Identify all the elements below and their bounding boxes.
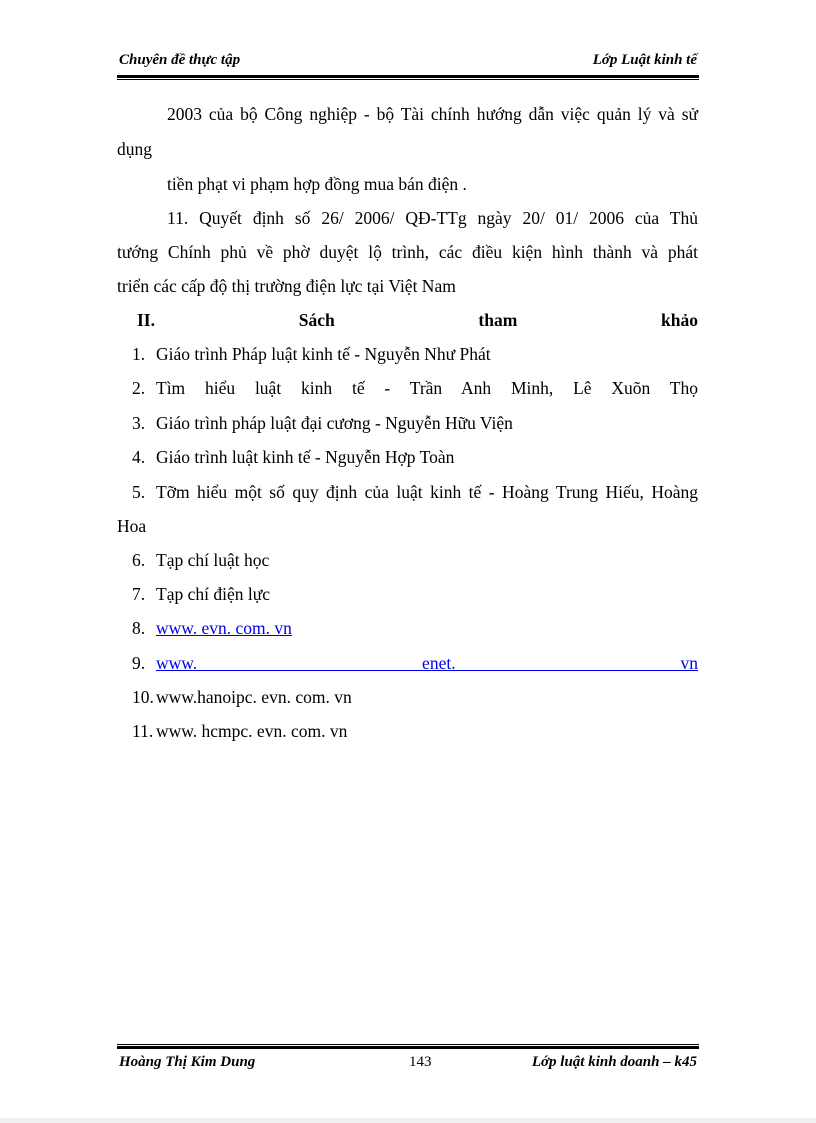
header-left-title: Chuyên đề thực tập [119,52,241,68]
reference-number: 9. [132,653,146,673]
reference-text: Tạp chí luật học [156,550,270,570]
header-rule-thick [117,75,699,78]
footer-rule-thick [117,1046,699,1049]
reference-number: 1. [132,344,146,364]
reference-text: Tạp chí điện lực [156,584,270,604]
page-header [117,52,699,76]
reference-number: 11. [132,721,154,741]
header-rule-thin [117,79,699,80]
reference-number: 5. [132,482,146,502]
reference-item [132,716,698,746]
page-footer [117,1054,699,1078]
reference-item [132,442,698,472]
reference-number: 7. [132,584,146,604]
paragraph-line: 11. Quyết định số 26/ 2006/ QĐ-TTg ngày 20/ 01/ 2006 của Thủ [167,208,698,228]
reference-text: Tỡm hiểu một số quy định của luật kinh tế - Hoàng Trung Hiếu, Hoàng [156,482,698,502]
section-title: II. Sách tham khảo [137,310,698,330]
reference-continuation: Hoa [117,516,147,536]
page-number: 143 [409,1054,432,1070]
reference-text: Tìm hiểu luật kinh tế - Trần Anh Minh, Lê Xuõn Thọ [156,378,698,398]
paragraph-line: dụng [117,139,152,159]
reference-number: 10. [132,687,154,707]
reference-item [132,579,698,609]
header-right-title: Lớp Luật kinh tế [592,52,697,68]
reference-item [132,682,698,712]
paragraph-line: tiền phạt vi phạm hợp đồng mua bán điện . [167,174,467,194]
reference-item [132,477,698,507]
footer-class: Lớp luật kinh doanh – k45 [531,1054,697,1070]
paragraph-line: triển các cấp độ thị trường điện lực tại Việt Nam [117,276,456,296]
reference-number: 3. [132,413,146,433]
reference-text: Giáo trình pháp luật đại cương - Nguyễn Hữu Viện [156,413,513,433]
paragraph-line: 2003 của bộ Công nghiệp - bộ Tài chính hướng dẫn việc quản lý và sử [167,104,698,124]
reference-number: 6. [132,550,146,570]
reference-item [132,408,698,438]
reference-item [132,339,698,369]
footer-rule-thin [117,1044,699,1045]
reference-number: 8. [132,618,146,638]
reference-number: 2. [132,378,146,398]
reference-text: Giáo trình Pháp luật kinh tế - Nguyễn Như Phát [156,344,491,364]
paragraph-line: tướng Chính phủ về phờ duyệt lộ trình, các điều kiện hình thành và phát [117,242,698,262]
reference-link[interactable]: www. enet. vn [156,653,698,673]
reference-number: 4. [132,447,146,467]
reference-text: Giáo trình luật kinh tế - Nguyễn Hợp Toàn [156,447,455,467]
reference-text: www.hanoipc. evn. com. vn [156,687,352,707]
reference-item [132,373,698,403]
reference-item [132,613,698,643]
page-bottom-edge [0,1118,816,1123]
footer-author: Hoàng Thị Kim Dung [119,1054,256,1070]
reference-item [132,545,698,575]
reference-text: www. hcmpc. evn. com. vn [156,721,348,741]
reference-item [132,648,698,678]
reference-link[interactable]: www. evn. com. vn [156,618,292,638]
